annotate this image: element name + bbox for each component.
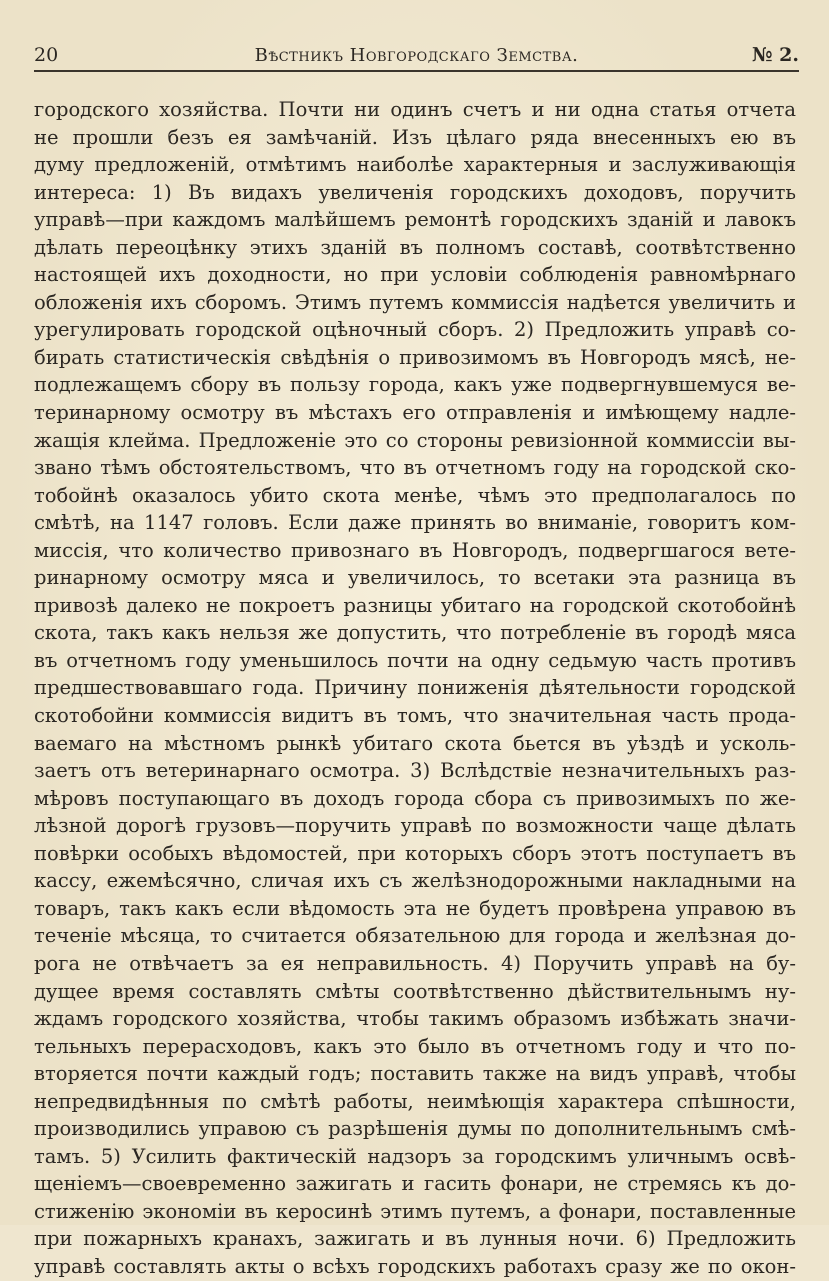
text-line: производились управою съ разрѣшенія думы по дополнительнымъ смѣ- [34, 1117, 796, 1141]
text-line: мѣровъ поступающаго въ доходъ города сбора съ привозимыхъ по же- [34, 786, 796, 810]
text-line: урегулировать городской оцѣночный сборъ. 2) Предложить управѣ со- [34, 318, 796, 342]
text-line: управѣ составлять акты о всѣхъ городскихъ работахъ сразу же по окон- [34, 1254, 796, 1278]
text-line: стиженію экономіи въ керосинѣ этимъ путемъ, а фонари, поставленные [34, 1199, 796, 1223]
text-line: жащія клейма. Предложеніе это со стороны ревизіонной коммиссіи вы- [34, 428, 796, 452]
text-line: интереса: 1) Въ видахъ увеличенія городскихъ доходовъ, поручить [34, 180, 796, 204]
text-line: вторяется почти каждый годъ; поставить также на видъ управѣ, чтобы [34, 1062, 796, 1086]
text-line: звано тѣмъ обстоятельствомъ, что въ отчетномъ году на городской ско- [34, 456, 796, 480]
text-line: щеніемъ—своевременно зажигать и гасить фонари, не стремясь къ до- [34, 1172, 796, 1196]
text-line: тамъ. 5) Усилить фактическій надзоръ за городскимъ уличнымъ освѣ- [34, 1144, 796, 1168]
running-header [34, 40, 799, 72]
text-line: скота, такъ какъ нельзя же допустить, что потребленіе въ городѣ мяса [34, 621, 796, 645]
text-line: повѣрки особыхъ вѣдомостей, при которыхъ сборъ этотъ поступаетъ въ [34, 841, 796, 865]
text-line: заетъ отъ ветеринарнаго осмотра. 3) Вслѣдствіе незначительныхъ раз- [34, 759, 796, 783]
text-line: думу предложеній, отмѣтимъ наиболѣе характерныя и заслуживающія [34, 153, 796, 177]
text-line: ринарному осмотру мяса и увеличилось, то всетаки эта разница въ [34, 566, 796, 590]
text-line: смѣтѣ, на 1147 головъ. Если даже принять во вниманіе, говоритъ ком- [34, 511, 796, 535]
text-line: непредвидѣнныя по смѣтѣ работы, неимѣющія характера спѣшности, [34, 1089, 796, 1113]
text-line: при пожарныхъ кранахъ, зажигать и въ лунныя ночи. 6) Предложить [34, 1227, 796, 1251]
text-line: настоящей ихъ доходности, но при условіи соблюденія равномѣрнаго [34, 263, 796, 287]
text-line: обложенія ихъ сборомъ. Этимъ путемъ коммиссія надѣется увеличить и [34, 290, 796, 314]
text-line: дѣлать переоцѣнку этихъ зданій въ полномъ составѣ, соотвѣтственно [34, 235, 796, 259]
page-number: 20 [34, 44, 59, 66]
text-line: подлежащемъ сбору въ пользу города, какъ уже подвергнувшемуся ве- [34, 373, 796, 397]
text-line: ваемаго на мѣстномъ рынкѣ убитаго скота бьется въ уѣздѣ и усколь- [34, 731, 796, 755]
text-line: рога не отвѣчаетъ за ея неправильность. 4) Поручить управѣ на бу- [34, 951, 796, 975]
journal-title: Вѣстникъ Новгородскаго Земства. [254, 45, 579, 66]
issue-number: № 2. [751, 44, 799, 66]
text-line: управѣ—при каждомъ малѣйшемъ ремонтѣ городскихъ зданій и лавокъ [34, 208, 796, 232]
text-line: тобойнѣ оказалось убито скота менѣе, чѣмъ это предполагалось по [34, 483, 796, 507]
text-line: въ отчетномъ году уменьшилось почти на одну седьмую часть противъ [34, 648, 796, 672]
article-body [34, 96, 796, 1281]
text-line: лѣзной дорогѣ грузовъ—поручить управѣ по возможности чаще дѣлать [34, 814, 796, 838]
text-line: товаръ, такъ какъ если вѣдомость эта не будетъ провѣрена управою въ [34, 896, 796, 920]
text-line: предшествовавшаго года. Причину пониженія дѣятельности городской [34, 676, 796, 700]
text-line: привозѣ далеко не покроетъ разницы убитаго на городской скотобойнѣ [34, 593, 796, 617]
text-line: теринарному осмотру въ мѣстахъ его отправленія и имѣющему надле- [34, 401, 796, 425]
text-line: не прошли безъ ея замѣчаній. Изъ цѣлаго ряда внесенныхъ ею въ [34, 125, 796, 149]
text-line: ждамъ городского хозяйства, чтобы такимъ образомъ избѣжать значи- [34, 1007, 796, 1031]
text-line: скотобойни коммиссія видитъ въ томъ, что значительная часть прода- [34, 704, 796, 728]
text-line: кассу, ежемѣсячно, сличая ихъ съ желѣзнодорожными накладными на [34, 869, 796, 893]
text-line: бирать статистическія свѣдѣнія о привозимомъ въ Новгородъ мясѣ, не- [34, 345, 796, 369]
text-line: дущее время составлять смѣты соотвѣтственно дѣйствительнымъ ну- [34, 979, 796, 1003]
text-line: тельныхъ перерасходовъ, какъ это было въ отчетномъ году и что по- [34, 1034, 796, 1058]
text-line: теченіе мѣсяца, то считается обязательною для города и желѣзная до- [34, 924, 796, 948]
text-line: городского хозяйства. Почти ни одинъ счетъ и ни одна статья отчета [34, 98, 796, 121]
text-line: миссія, что количество привознаго въ Новгородъ, подвергшагося вете- [34, 538, 796, 562]
